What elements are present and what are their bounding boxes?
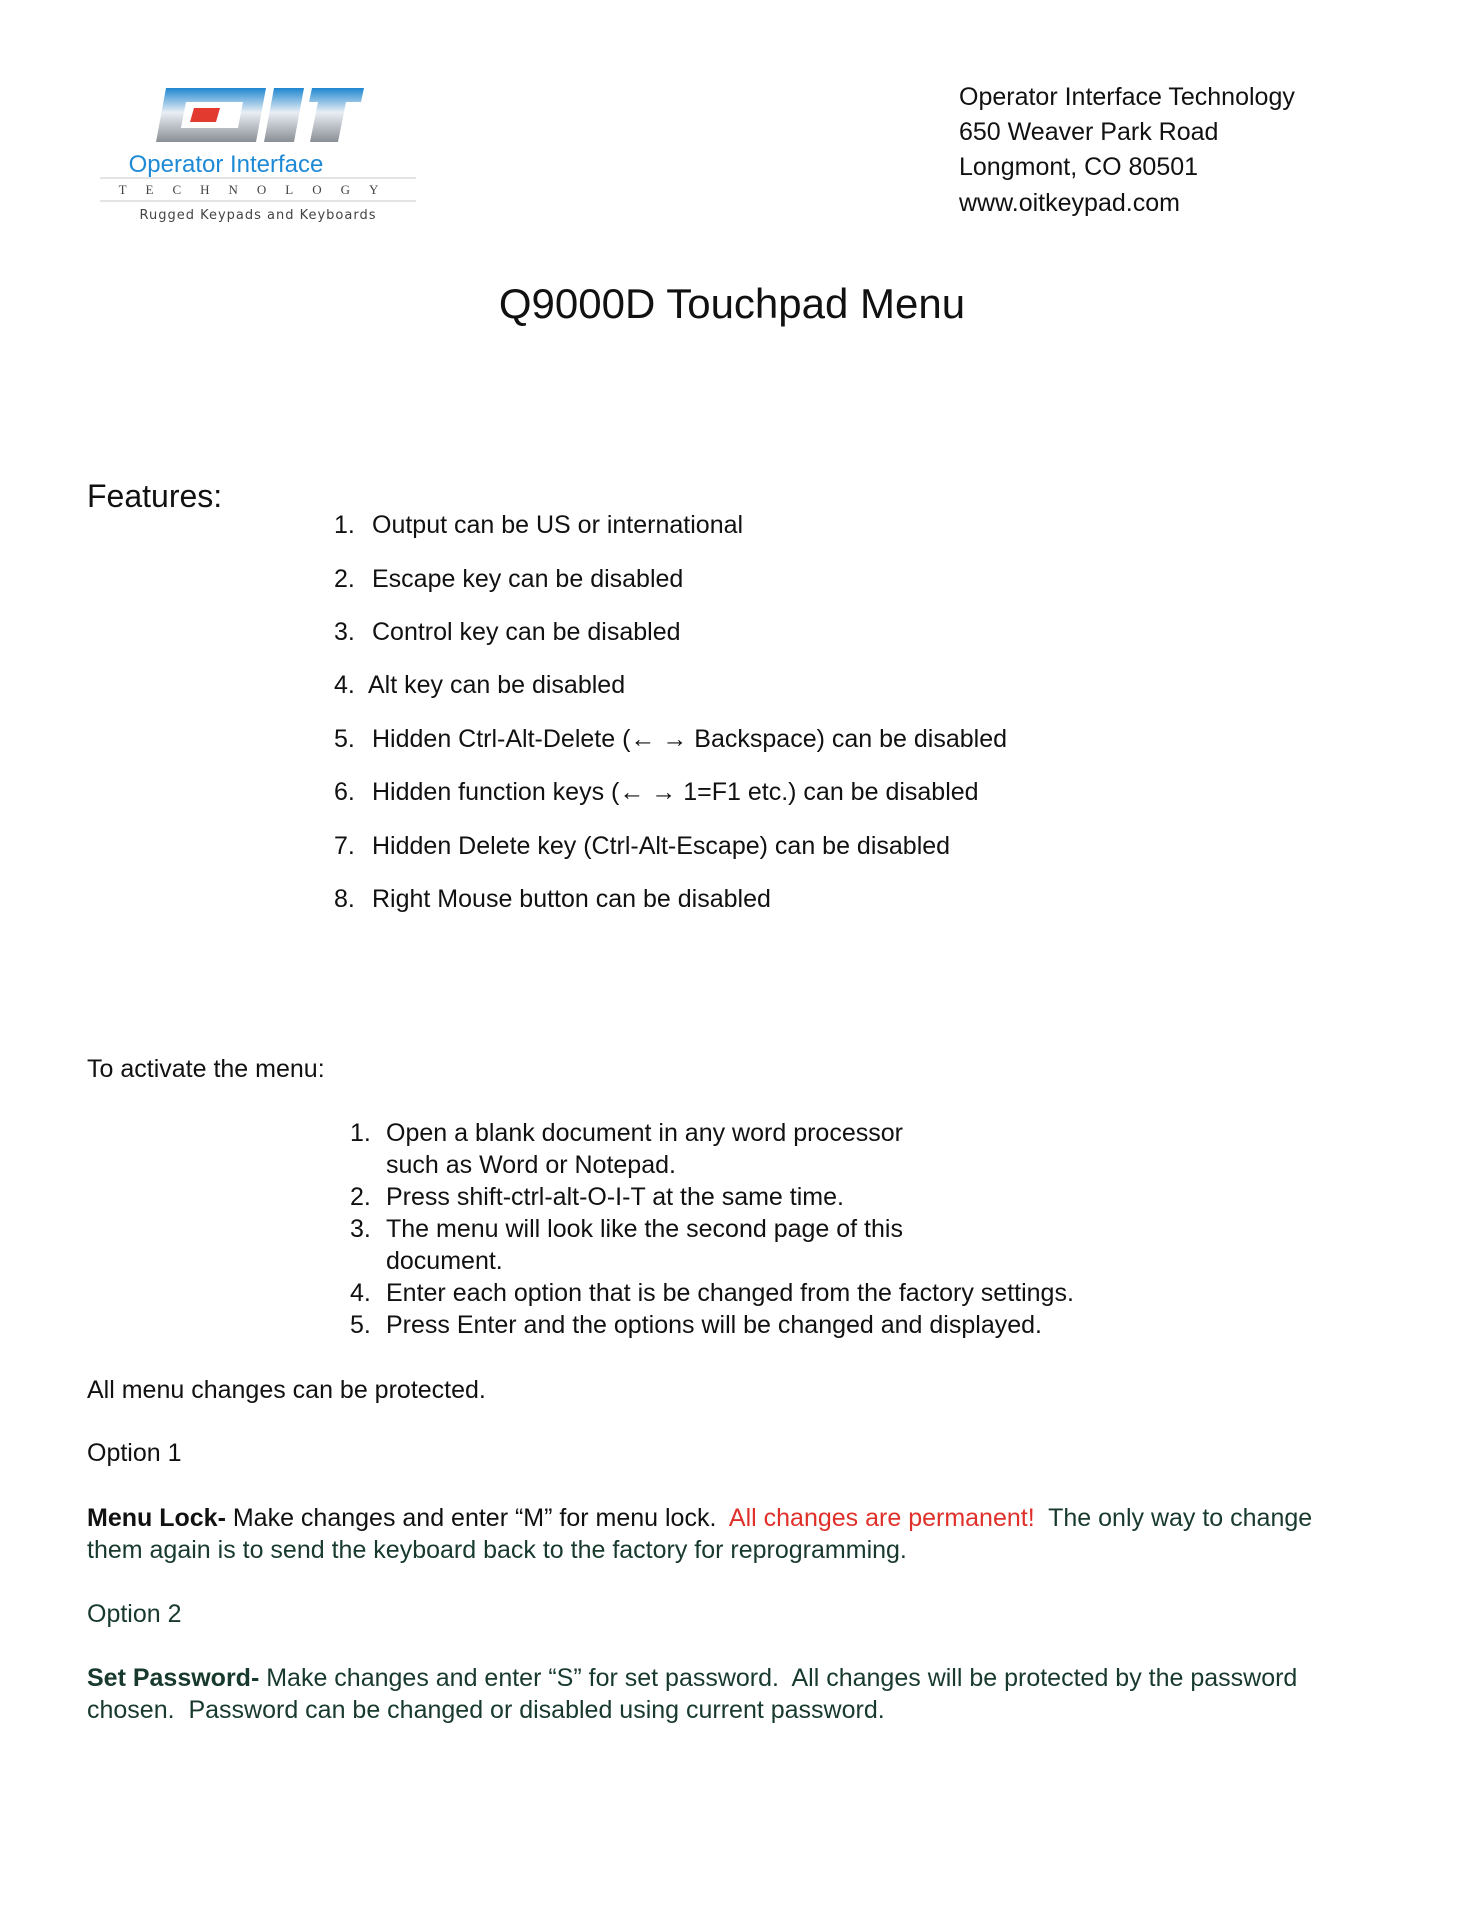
address-city: Longmont, CO 80501 [959, 153, 1199, 181]
option2-line2: chosen. Password can be changed or disabled using current password. [87, 1696, 885, 1724]
step-line [350, 1149, 676, 1181]
step-number: 2. [350, 1183, 371, 1211]
svg-text:Operator Interface: Operator Interface [128, 151, 324, 178]
item-text: Right Mouse button can be disabled [372, 885, 771, 913]
option2-line1 [87, 1662, 1297, 1694]
option2-text: Make changes and enter “S” for set password. All changes will be protected by the password [259, 1664, 1298, 1692]
item-text: Hidden Ctrl-Alt-Delete (← → Backspace) can be disabled [372, 725, 1007, 753]
option2-label: Option 2 [87, 1600, 182, 1628]
oit-logo-mark [98, 80, 418, 230]
step-line [350, 1117, 903, 1149]
step-line [350, 1277, 1074, 1309]
item-number: 5. [334, 725, 355, 753]
step-text: Open a blank document in any word processor [386, 1119, 903, 1147]
step-text: Press Enter and the options will be changed and displayed. [386, 1311, 1042, 1339]
address-company: Operator Interface Technology [959, 83, 1295, 111]
item-text: Alt key can be disabled [368, 671, 626, 699]
oit-logo [98, 80, 418, 230]
option1-title: Menu Lock- [87, 1504, 226, 1532]
step-line [350, 1213, 903, 1245]
svg-text:TECHNOLOGY: TECHNOLOGY [118, 182, 398, 197]
step-number: 1. [350, 1119, 371, 1147]
item-number: 1. [334, 511, 355, 539]
item-number: 7. [334, 832, 355, 860]
step-text: document. [386, 1247, 503, 1275]
step-text: Enter each option that is be changed from the factory settings. [386, 1279, 1074, 1307]
option1-label: Option 1 [87, 1439, 182, 1467]
option1-line2: them again is to send the keyboard back to the factory for reprogramming. [87, 1536, 907, 1564]
item-text: Control key can be disabled [372, 618, 681, 646]
item-number: 2. [334, 565, 355, 593]
list-item [334, 617, 681, 647]
step-text: such as Word or Notepad. [386, 1151, 676, 1179]
option1-line1 [87, 1502, 1312, 1534]
list-item [334, 724, 1007, 754]
features-heading: Features: [87, 478, 223, 514]
item-number: 6. [334, 778, 355, 806]
protect-note: All menu changes can be protected. [87, 1376, 486, 1404]
list-item [334, 884, 771, 914]
list-item [334, 670, 625, 700]
item-text: Hidden function keys (← → 1=F1 etc.) can be disabled [372, 778, 979, 806]
option2-title: Set Password- [87, 1664, 260, 1692]
item-text: Hidden Delete key (Ctrl-Alt-Escape) can be disabled [372, 832, 951, 860]
item-number: 8. [334, 885, 355, 913]
item-number: 3. [334, 618, 355, 646]
permanent-warning: All changes are permanent! [728, 1504, 1035, 1532]
page-title: Q9000D Touchpad Menu [498, 280, 966, 327]
list-item [334, 564, 683, 594]
item-text: Output can be US or international [372, 511, 744, 539]
step-line [350, 1309, 1042, 1341]
list-item [334, 777, 979, 807]
option1-text-cont: The only way to change [1034, 1504, 1313, 1532]
step-number: 3. [350, 1215, 371, 1243]
list-item [334, 831, 950, 861]
step-number: 5. [350, 1311, 371, 1339]
step-text: The menu will look like the second page of this [386, 1215, 903, 1243]
item-text: Escape key can be disabled [372, 565, 684, 593]
address-website[interactable]: www.oitkeypad.com [959, 189, 1180, 217]
svg-text:Rugged Keypads and Keyboards: Rugged Keypads and Keyboards [139, 208, 377, 223]
item-number: 4. [334, 671, 355, 699]
activate-heading: To activate the menu: [87, 1055, 325, 1083]
step-line [350, 1181, 844, 1213]
step-line [350, 1245, 503, 1277]
option1-text: Make changes and enter “M” for menu lock. [225, 1504, 729, 1532]
step-text: Press shift-ctrl-alt-O-I-T at the same time. [386, 1183, 844, 1211]
list-item [334, 510, 743, 540]
address-street: 650 Weaver Park Road [959, 118, 1219, 146]
step-number: 4. [350, 1279, 371, 1307]
